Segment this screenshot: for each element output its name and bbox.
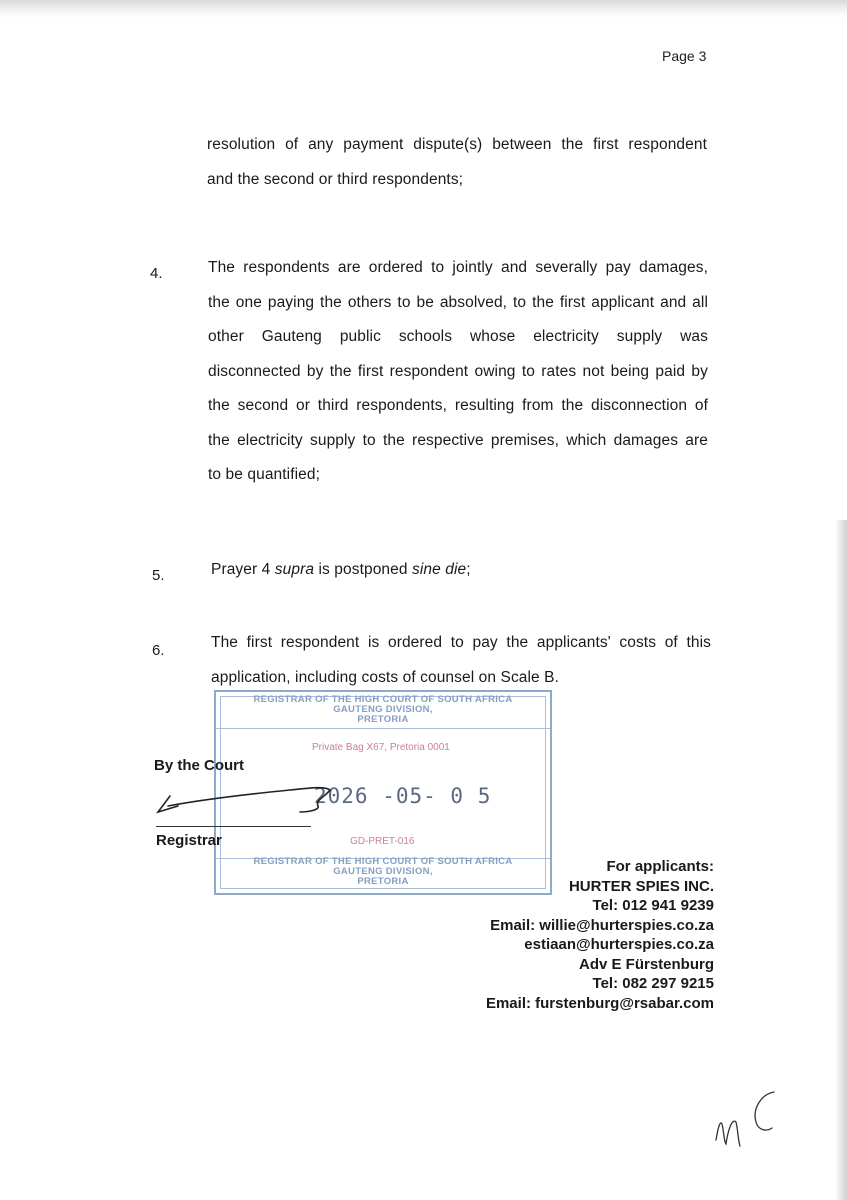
continuation-line-2: and the second or third respondents; (207, 170, 464, 188)
initials-mark (716, 1121, 740, 1146)
paragraph-4-line-5: the second or third respondents, resulting from the disconnection of (208, 397, 708, 414)
paragraph-4-line-2: the one paying the others to be absolved, to the first applicant and all (208, 293, 708, 311)
stamp-header-line-2: GAUTENG DIVISION, (333, 704, 433, 715)
contact-counsel-tel: Tel: 082 297 9215 (592, 975, 714, 992)
contact-heading: For applicants: (606, 858, 714, 875)
page-number: Page 3 (662, 48, 707, 64)
contact-firm: HURTER SPIES INC. (568, 877, 714, 895)
stamp-footer-line-1: REGISTRAR OF THE HIGH COURT OF SOUTH AFRICA (253, 856, 513, 867)
paragraph-4-number: 4. (150, 265, 163, 282)
paragraph-5-supra: supra (274, 561, 315, 578)
stamp-header-line-3: PRETORIA (357, 714, 409, 725)
registrar-signature (158, 788, 330, 812)
paragraph-5-suffix: ; (466, 561, 471, 578)
contact-email-1: Email: willie@hurterspies.co.za (490, 916, 714, 934)
paragraph-4-line-3: other Gauteng public schools whose electricity supply was (208, 328, 708, 345)
stamp-date: 2026 -05- 0 5 (314, 784, 492, 808)
contact-tel: Tel: 012 941 9239 (592, 897, 714, 914)
initials-mark-c (755, 1092, 774, 1130)
stamp-header-line-1: REGISTRAR OF THE HIGH COURT OF SOUTH AFRICA (253, 694, 513, 705)
continuation-line-1: resolution of any payment dispute(s) between the first respondent (207, 136, 707, 153)
contact-counsel: Adv E Fürstenburg (578, 955, 714, 973)
contact-counsel-email: Email: furstenburg@rsabar.com (485, 994, 714, 1012)
paragraph-5-sine-die: sine die (412, 561, 467, 578)
contact-email-2: estiaan@hurterspies.co.za (524, 936, 714, 953)
paragraph-5-middle: is postponed (314, 561, 412, 578)
registrar-label: Registrar (156, 832, 222, 849)
paragraph-5-number: 5. (152, 567, 165, 584)
applicants-contact-block (486, 857, 714, 1013)
paragraph-4-line-7: to be quantified; (208, 466, 321, 483)
paragraph-6-number: 6. (152, 642, 165, 659)
stamp-code: GD-PRET-016 (350, 836, 415, 847)
stamp-footer-line-3: PRETORIA (357, 876, 409, 887)
paragraph-6-line-2: application, including costs of counsel on Scale B. (211, 668, 560, 686)
stamp-footer-line-2: GAUTENG DIVISION, (333, 866, 433, 877)
paragraph-4-line-1: The respondents are ordered to jointly and severally pay damages, (208, 259, 708, 276)
paragraph-4-line-6: the electricity supply to the respective premises, which damages are (208, 431, 708, 449)
paragraph-5-prefix: Prayer 4 (211, 561, 275, 578)
paragraph-4-line-4: disconnected by the first respondent owing to rates not being paid by (208, 362, 708, 380)
stamp-address: Private Bag X67, Pretoria 0001 (312, 742, 450, 753)
by-the-court-label: By the Court (154, 757, 244, 774)
paragraph-6-line-1: The first respondent is ordered to pay the applicants' costs of this (211, 634, 711, 651)
